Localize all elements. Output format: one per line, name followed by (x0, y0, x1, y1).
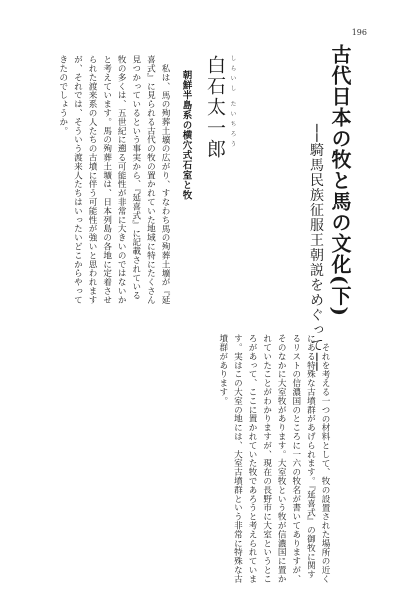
section-heading: 朝鮮半島系の横穴式石室と牧 (180, 70, 192, 200)
author-ruby: しらいし たいちろう (229, 55, 236, 151)
author-name: 白石太一郎 (204, 55, 226, 160)
page-number: 196 (351, 28, 367, 37)
paragraph: 私は、馬の殉葬土壙の広がり、すなわち馬の殉葬土壙が『延喜式』に見られる古代の牧の置かれていた地域に特にたくさん見つかっているという事実から、『延喜式』に記載されている牧の多くは、五世紀に遡る可能性が非常に大きいのではないかと考えています。馬の殉葬土壙は、日本列島の各地に定着させられた渡来系の人たちの古墳に伴う可能性が強いと思われますが、それでは、そういう渡来人たちはいったいどこからやってきたのでしょうか。 (57, 55, 170, 305)
paragraph: それを考える一つの材料として、牧の設置された場所の近くにある特殊な古墳群があげられます。『延喜式』の御牧に関するリストの信濃国のところに一六の牧名が書いてありますが、そのなかに大室牧があります。大室牧という牧が信濃国に置かれていたことがわかりますが、現在の長野市に大室というところがあって、ここに置かれていた牧であろうと考えられています。実はこの大室の地には、大室古墳群という非常に特殊な古墳群があります。 (217, 334, 330, 584)
article-title: 古代日本の牧と馬の文化(下) (328, 44, 352, 317)
author-block (204, 55, 245, 160)
body-text-lower (60, 334, 332, 586)
article-subtitle: ──騎馬民族征服王朝説をめぐって── (308, 124, 324, 372)
body-text-upper (40, 55, 172, 307)
